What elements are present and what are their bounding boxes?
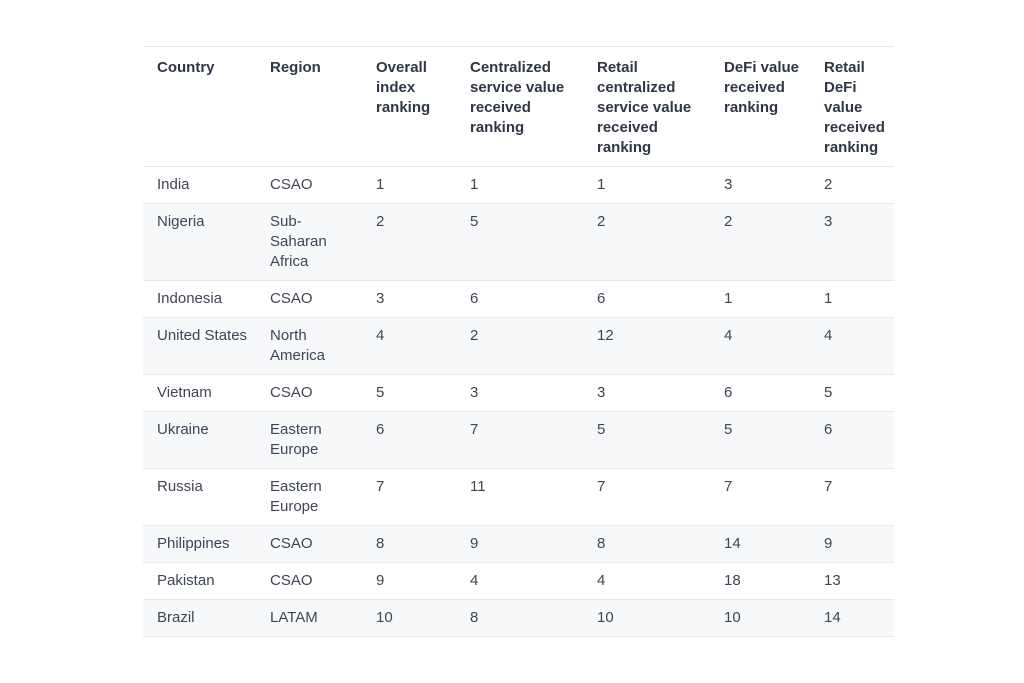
table-row: [143, 412, 894, 469]
cell-defi: 6: [710, 375, 810, 412]
cell-overall-index: 10: [362, 600, 456, 637]
cell-country: Indonesia: [143, 281, 256, 318]
cell-overall-index: 4: [362, 318, 456, 375]
cell-defi: 14: [710, 526, 810, 563]
table-row: [143, 526, 894, 563]
cell-defi: 4: [710, 318, 810, 375]
column-header-centralized-service: Centralized service value received ranking: [456, 47, 583, 167]
cell-retail-centralized: 2: [583, 204, 710, 281]
cell-retail-defi: 6: [810, 412, 894, 469]
cell-defi: 7: [710, 469, 810, 526]
cell-region: CSAO: [256, 281, 362, 318]
table-row: [143, 204, 894, 281]
table-row: [143, 318, 894, 375]
cell-centralized: 2: [456, 318, 583, 375]
crypto-adoption-ranking-table: [143, 46, 894, 637]
cell-centralized: 6: [456, 281, 583, 318]
cell-country: Ukraine: [143, 412, 256, 469]
cell-retail-centralized: 10: [583, 600, 710, 637]
cell-overall-index: 9: [362, 563, 456, 600]
header-row: [143, 47, 894, 167]
cell-overall-index: 7: [362, 469, 456, 526]
cell-country: Russia: [143, 469, 256, 526]
cell-retail-defi: 9: [810, 526, 894, 563]
cell-defi: 3: [710, 167, 810, 204]
table-row: [143, 281, 894, 318]
cell-retail-centralized: 12: [583, 318, 710, 375]
cell-centralized: 11: [456, 469, 583, 526]
cell-retail-defi: 3: [810, 204, 894, 281]
cell-retail-centralized: 6: [583, 281, 710, 318]
cell-retail-defi: 7: [810, 469, 894, 526]
cell-overall-index: 6: [362, 412, 456, 469]
cell-overall-index: 5: [362, 375, 456, 412]
cell-retail-defi: 5: [810, 375, 894, 412]
table-row: [143, 375, 894, 412]
cell-defi: 18: [710, 563, 810, 600]
cell-retail-defi: 14: [810, 600, 894, 637]
cell-centralized: 3: [456, 375, 583, 412]
cell-country: Nigeria: [143, 204, 256, 281]
cell-overall-index: 2: [362, 204, 456, 281]
column-header-country: Country: [143, 47, 256, 167]
column-header-retail-centralized: Retail centralized service value received ranking: [583, 47, 710, 167]
table-header: [143, 47, 894, 167]
cell-country: Philippines: [143, 526, 256, 563]
cell-retail-defi: 4: [810, 318, 894, 375]
cell-region: CSAO: [256, 375, 362, 412]
column-header-defi: DeFi value received ranking: [710, 47, 810, 167]
cell-retail-defi: 2: [810, 167, 894, 204]
column-header-overall-index: Overall index ranking: [362, 47, 456, 167]
cell-country: Brazil: [143, 600, 256, 637]
cell-retail-centralized: 8: [583, 526, 710, 563]
cell-centralized: 8: [456, 600, 583, 637]
column-header-retail-defi: Retail DeFi value received ranking: [810, 47, 894, 167]
cell-retail-centralized: 7: [583, 469, 710, 526]
ranking-table-container: [143, 46, 894, 637]
table-row: [143, 600, 894, 637]
table-body: [143, 167, 894, 637]
cell-defi: 5: [710, 412, 810, 469]
cell-centralized: 4: [456, 563, 583, 600]
cell-retail-centralized: 1: [583, 167, 710, 204]
cell-overall-index: 3: [362, 281, 456, 318]
cell-defi: 1: [710, 281, 810, 318]
cell-centralized: 7: [456, 412, 583, 469]
cell-centralized: 5: [456, 204, 583, 281]
cell-country: India: [143, 167, 256, 204]
cell-retail-centralized: 5: [583, 412, 710, 469]
cell-retail-centralized: 4: [583, 563, 710, 600]
cell-region: North America: [256, 318, 362, 375]
cell-centralized: 1: [456, 167, 583, 204]
column-header-region: Region: [256, 47, 362, 167]
cell-region: Eastern Europe: [256, 469, 362, 526]
cell-defi: 2: [710, 204, 810, 281]
cell-country: United States: [143, 318, 256, 375]
cell-region: Sub-Saharan Africa: [256, 204, 362, 281]
cell-region: CSAO: [256, 167, 362, 204]
table-row: [143, 563, 894, 600]
cell-region: CSAO: [256, 526, 362, 563]
cell-defi: 10: [710, 600, 810, 637]
cell-retail-centralized: 3: [583, 375, 710, 412]
table-row: [143, 167, 894, 204]
cell-centralized: 9: [456, 526, 583, 563]
cell-overall-index: 8: [362, 526, 456, 563]
cell-region: Eastern Europe: [256, 412, 362, 469]
cell-region: LATAM: [256, 600, 362, 637]
cell-retail-defi: 1: [810, 281, 894, 318]
cell-overall-index: 1: [362, 167, 456, 204]
cell-region: CSAO: [256, 563, 362, 600]
cell-country: Vietnam: [143, 375, 256, 412]
cell-retail-defi: 13: [810, 563, 894, 600]
cell-country: Pakistan: [143, 563, 256, 600]
table-row: [143, 469, 894, 526]
